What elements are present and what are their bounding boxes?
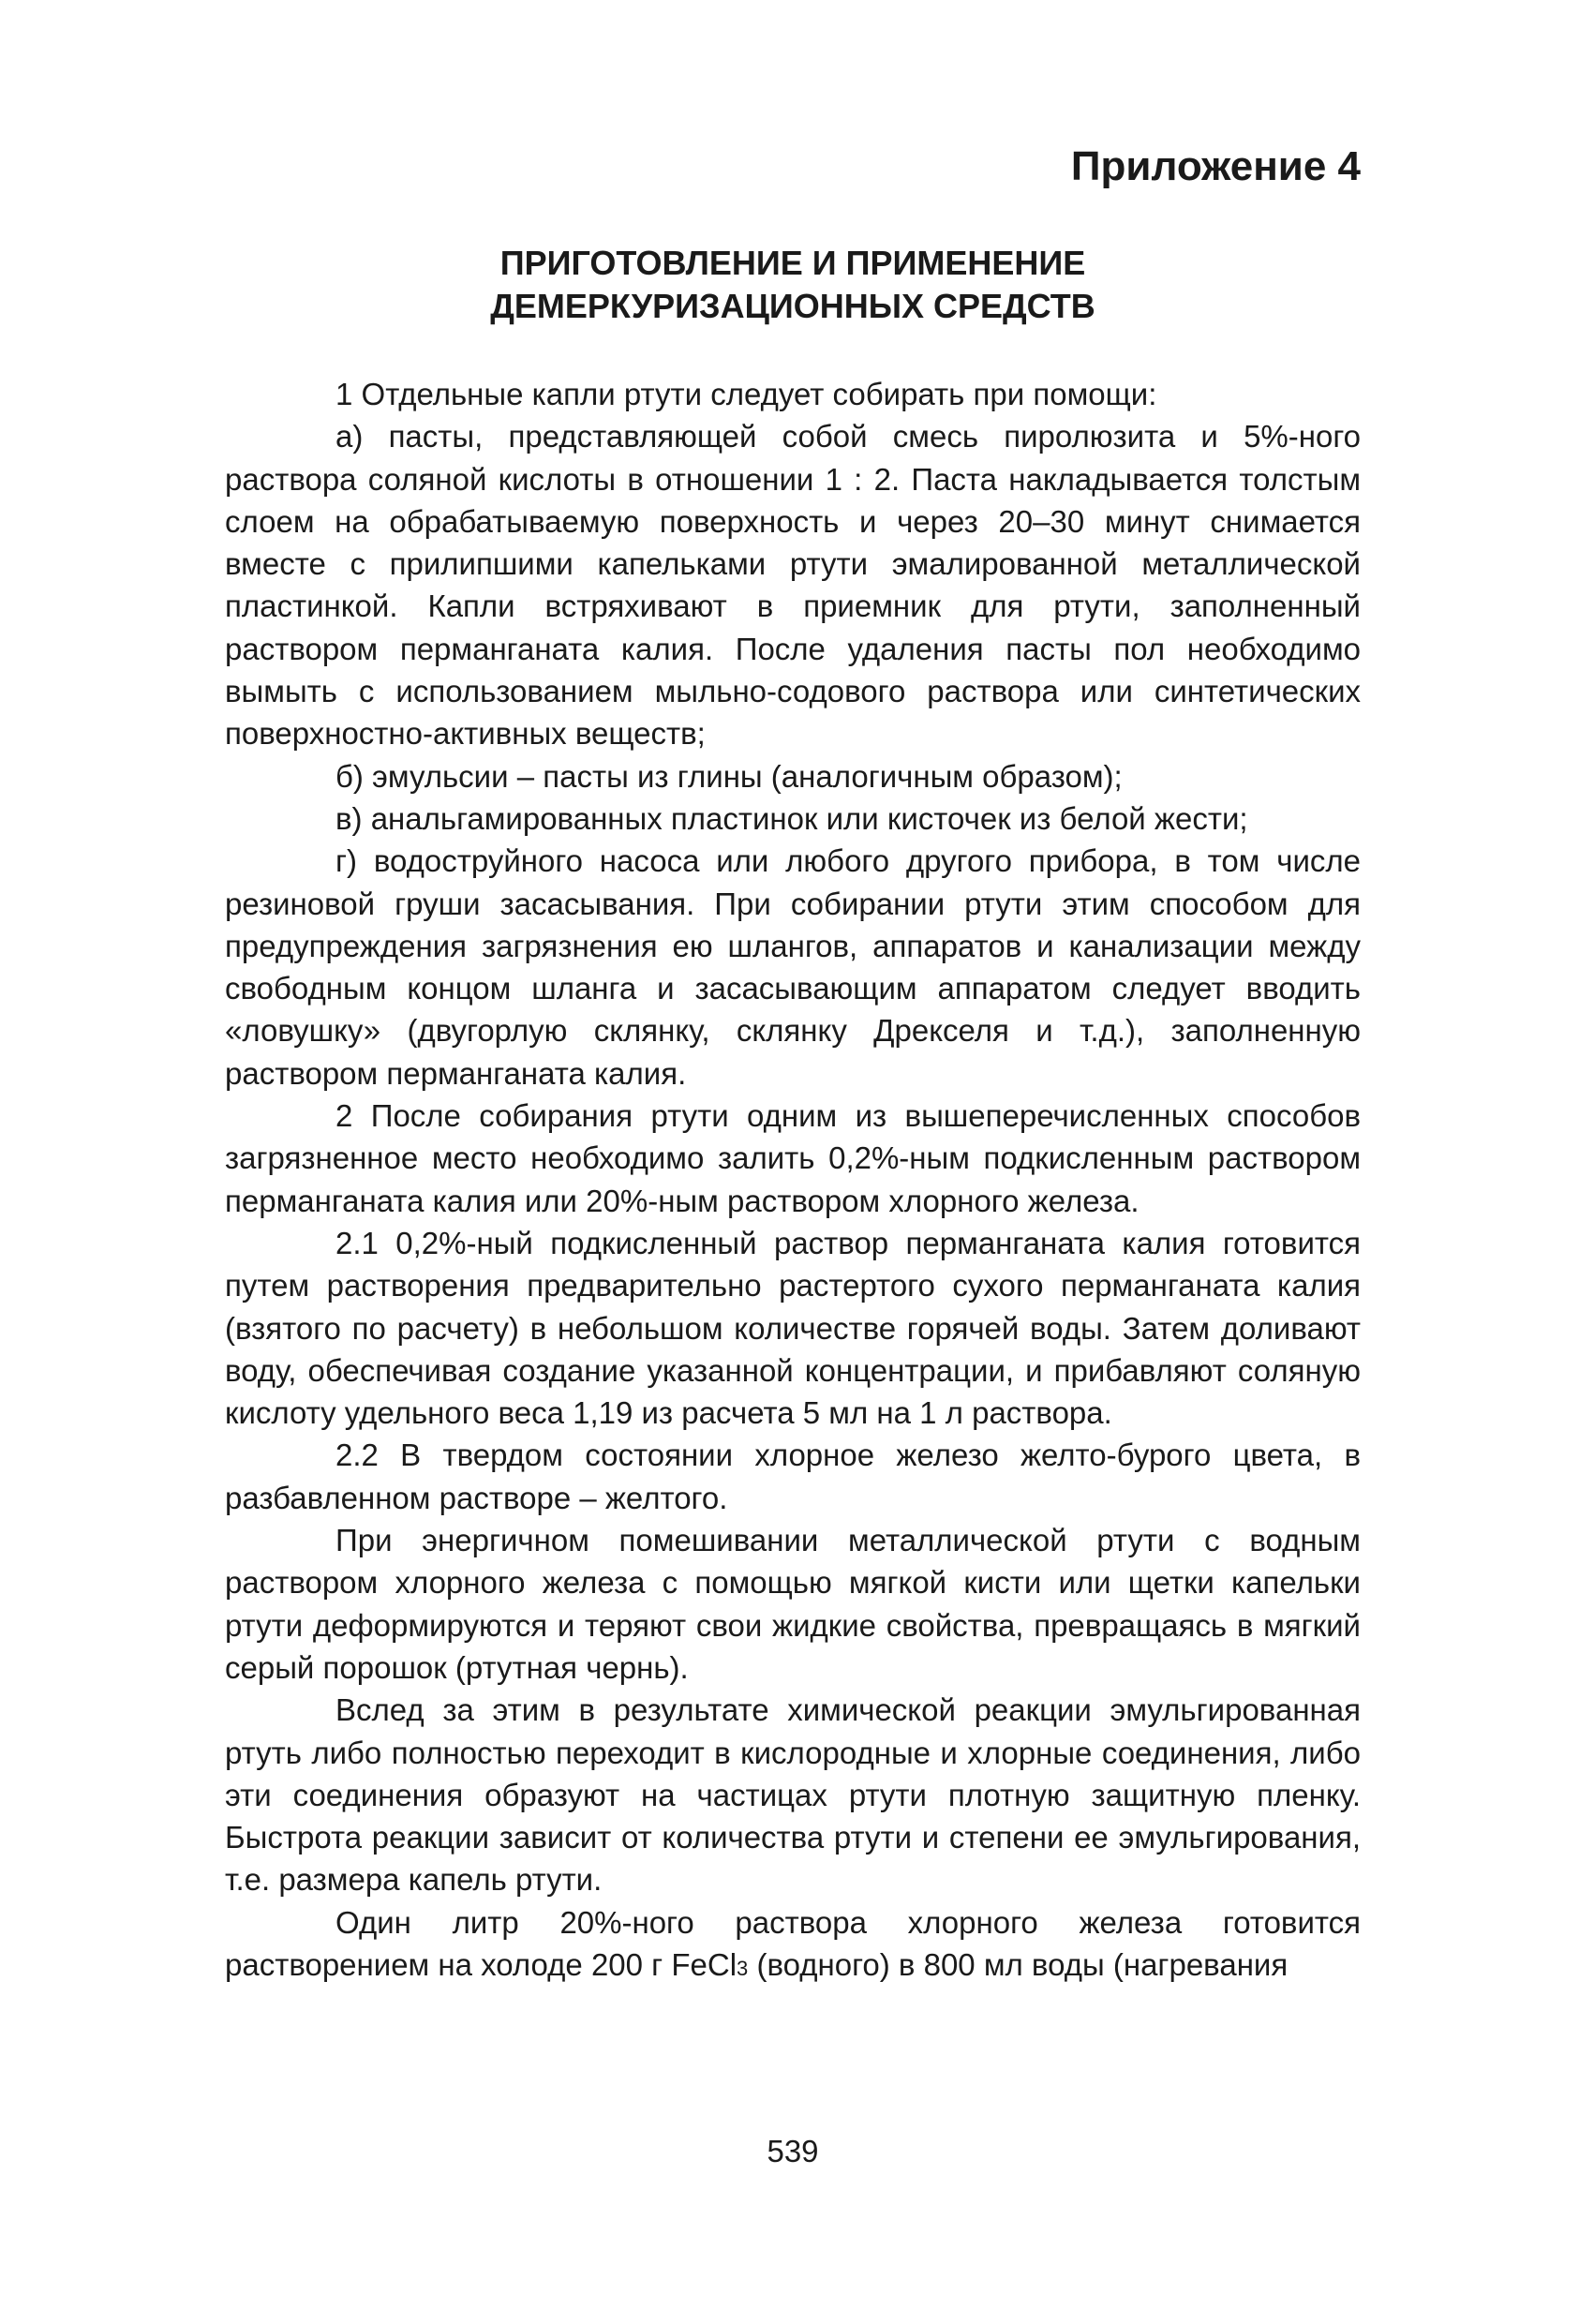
paragraph-9: При энергичном помешивании металлической ртути с водным раствором хлорного железа с помощью мягкой кисти или щетки капельки ртути деформируются и теряют свои жидкие свойства, превращаясь в мягкий серый порошок (ртутная чернь). <box>225 1523 1361 1685</box>
document-page <box>225 141 1361 2258</box>
section-title <box>225 242 1361 328</box>
paragraph-11 <box>225 1901 1361 1990</box>
body-text <box>225 373 1361 1989</box>
fecl3-subscript: 3 <box>737 1956 749 1980</box>
paragraph-11-end: (водного) в 800 мл воды (нагревания <box>748 1946 1289 1982</box>
paragraph-6: 2 После собирания ртути одним из вышеперечисленных способов загрязненное место необходимо залить 0,2%-ным подкисленным раствором перманганата калия или 20%-ным раствором хлорного железа. <box>225 1098 1361 1218</box>
paragraph-8: 2.2 В твердом состоянии хлорное железо желто-бурого цвета, в разбавленном растворе – желтого. <box>225 1438 1361 1515</box>
paragraph-7: 2.1 0,2%-ный подкисленный раствор перманганата калия готовится путем растворения предварительно растертого сухого перманганата калия (взятого по расчету) в небольшом количестве горячей воды. Затем доливают воду, обеспечивая создание указанной концентрации, и прибавляют соляную кислоту удельного веса 1,19 из расчета 5 мл на 1 л раствора. <box>225 1225 1361 1431</box>
paragraph-4: в) анальгамированных пластинок или кисточек из белой жести; <box>335 800 1248 836</box>
paragraph-5: г) водоструйного насоса или любого другого прибора, в том числе резиновой груши засасывания. При собирании ртути этим способом для предупреждения загрязнения ею шлангов, аппаратов и канализации между свободным концом шланга и засасывающим аппаратом следует вводить «ловушку» (двугорлую склянку, склянку Дрекселя и т.д.), заполненную раствором перманганата калия. <box>225 843 1361 1091</box>
section-title-line-2: ДЕМЕРКУРИЗАЦИОННЫХ СРЕДСТВ <box>490 287 1095 325</box>
page-number: 539 <box>767 2134 819 2168</box>
paragraph-3: б) эмульсии – пасты из глины (аналогичным образом); <box>335 758 1123 794</box>
paragraph-2: а) пасты, представляющей собой смесь пиролюзита и 5%-ного раствора соляной кислоты в отношении 1 : 2. Паста накладывается толстым слоем на обрабатываемую поверхность и через 20–30 минут снимается вместе с прилипшими капельками ртути эмалированной металлической пластинкой. Капли встряхивают в приемник для ртути, заполненный раствором перманганата калия. После удаления пасты пол необходимо вымыть с использованием мыльно-содового раствора или синтетических поверхностно-активных веществ; <box>225 419 1361 752</box>
section-title-line-1: ПРИГОТОВЛЕНИЕ И ПРИМЕНЕНИЕ <box>499 244 1086 282</box>
paragraph-11-start: Один литр 20%-ного раствора хлорного железа готовится растворением на холоде 200 г FeCl <box>225 1904 1361 1982</box>
paragraph-1: 1 Отдельные капли ртути следует собирать при помощи: <box>335 377 1157 411</box>
appendix-heading: Приложение 4 <box>1070 143 1361 189</box>
paragraph-10: Вслед за этим в результате химической реакции эмульгированная ртуть либо полностью переходит в кислородные и хлорные соединения, либо эти соединения образуют на частицах ртути плотную защитную пленку. Быстрота реакции зависит от количества ртути и степени ее эмульгирования, т.е. размера капель ртути. <box>225 1692 1361 1898</box>
